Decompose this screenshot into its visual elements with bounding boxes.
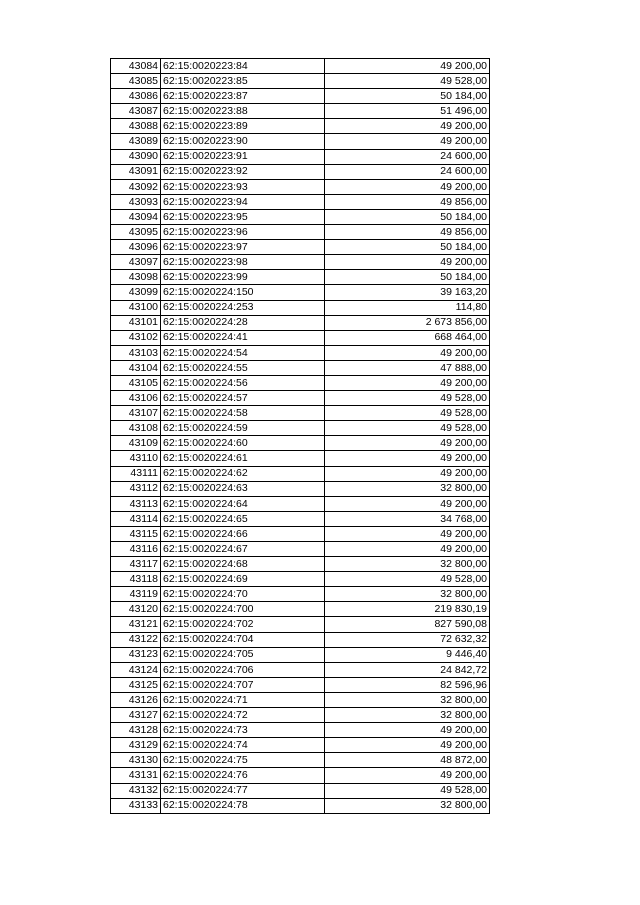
value-cell: 32 800,00 bbox=[325, 557, 490, 572]
row-number-cell: 43092 bbox=[111, 179, 161, 194]
value-cell: 49 528,00 bbox=[325, 572, 490, 587]
row-number-cell: 43091 bbox=[111, 164, 161, 179]
table-row bbox=[111, 662, 490, 677]
table-row bbox=[111, 632, 490, 647]
cadastral-number-cell: 62:15:0020224:67 bbox=[161, 542, 325, 557]
value-cell: 39 163,20 bbox=[325, 285, 490, 300]
cadastral-number-cell: 62:15:0020224:72 bbox=[161, 708, 325, 723]
row-number-cell: 43094 bbox=[111, 209, 161, 224]
value-cell: 49 200,00 bbox=[325, 255, 490, 270]
cadastral-number-cell: 62:15:0020223:98 bbox=[161, 255, 325, 270]
value-cell: 49 528,00 bbox=[325, 421, 490, 436]
row-number-cell: 43133 bbox=[111, 798, 161, 813]
cadastral-number-cell: 62:15:0020224:707 bbox=[161, 677, 325, 692]
value-cell: 49 200,00 bbox=[325, 542, 490, 557]
cadastral-number-cell: 62:15:0020223:94 bbox=[161, 194, 325, 209]
row-number-cell: 43100 bbox=[111, 300, 161, 315]
value-cell: 49 200,00 bbox=[325, 768, 490, 783]
value-cell: 32 800,00 bbox=[325, 692, 490, 707]
cadastral-number-cell: 62:15:0020224:64 bbox=[161, 496, 325, 511]
row-number-cell: 43096 bbox=[111, 240, 161, 255]
value-cell: 32 800,00 bbox=[325, 587, 490, 602]
row-number-cell: 43097 bbox=[111, 255, 161, 270]
row-number-cell: 43099 bbox=[111, 285, 161, 300]
value-cell: 49 528,00 bbox=[325, 406, 490, 421]
value-cell: 24 842,72 bbox=[325, 662, 490, 677]
row-number-cell: 43086 bbox=[111, 89, 161, 104]
value-cell: 24 600,00 bbox=[325, 164, 490, 179]
cadastral-number-cell: 62:15:0020224:65 bbox=[161, 511, 325, 526]
value-cell: 49 200,00 bbox=[325, 436, 490, 451]
cadastral-number-cell: 62:15:0020224:60 bbox=[161, 436, 325, 451]
table-row bbox=[111, 798, 490, 813]
cadastral-number-cell: 62:15:0020224:61 bbox=[161, 451, 325, 466]
table-row bbox=[111, 602, 490, 617]
value-cell: 49 200,00 bbox=[325, 466, 490, 481]
value-cell: 50 184,00 bbox=[325, 270, 490, 285]
table-row bbox=[111, 179, 490, 194]
table-row bbox=[111, 587, 490, 602]
cadastral-number-cell: 62:15:0020223:97 bbox=[161, 240, 325, 255]
value-cell: 49 528,00 bbox=[325, 74, 490, 89]
cadastral-number-cell: 62:15:0020224:55 bbox=[161, 360, 325, 375]
row-number-cell: 43120 bbox=[111, 602, 161, 617]
cadastral-number-cell: 62:15:0020223:92 bbox=[161, 164, 325, 179]
row-number-cell: 43125 bbox=[111, 677, 161, 692]
cadastral-number-cell: 62:15:0020223:99 bbox=[161, 270, 325, 285]
cadastral-number-cell: 62:15:0020224:77 bbox=[161, 783, 325, 798]
cadastral-number-cell: 62:15:0020224:71 bbox=[161, 692, 325, 707]
cadastral-number-cell: 62:15:0020223:87 bbox=[161, 89, 325, 104]
cadastral-number-cell: 62:15:0020224:63 bbox=[161, 481, 325, 496]
cadastral-number-cell: 62:15:0020224:150 bbox=[161, 285, 325, 300]
table-row bbox=[111, 572, 490, 587]
table-row bbox=[111, 119, 490, 134]
value-cell: 47 888,00 bbox=[325, 360, 490, 375]
cadastral-number-cell: 62:15:0020223:96 bbox=[161, 225, 325, 240]
row-number-cell: 43129 bbox=[111, 738, 161, 753]
table-row bbox=[111, 74, 490, 89]
table-row bbox=[111, 451, 490, 466]
row-number-cell: 43109 bbox=[111, 436, 161, 451]
row-number-cell: 43119 bbox=[111, 587, 161, 602]
row-number-cell: 43107 bbox=[111, 406, 161, 421]
row-number-cell: 43111 bbox=[111, 466, 161, 481]
table-row bbox=[111, 209, 490, 224]
table-row bbox=[111, 421, 490, 436]
cadastral-number-cell: 62:15:0020224:78 bbox=[161, 798, 325, 813]
row-number-cell: 43103 bbox=[111, 345, 161, 360]
table-row bbox=[111, 225, 490, 240]
row-number-cell: 43132 bbox=[111, 783, 161, 798]
table-row bbox=[111, 285, 490, 300]
table-row bbox=[111, 270, 490, 285]
table-row bbox=[111, 542, 490, 557]
value-cell: 49 200,00 bbox=[325, 345, 490, 360]
table-row bbox=[111, 240, 490, 255]
row-number-cell: 43110 bbox=[111, 451, 161, 466]
value-cell: 32 800,00 bbox=[325, 708, 490, 723]
row-number-cell: 43106 bbox=[111, 391, 161, 406]
value-cell: 49 856,00 bbox=[325, 194, 490, 209]
table-row bbox=[111, 406, 490, 421]
table-row bbox=[111, 134, 490, 149]
row-number-cell: 43093 bbox=[111, 194, 161, 209]
cadastral-number-cell: 62:15:0020224:706 bbox=[161, 662, 325, 677]
value-cell: 9 446,40 bbox=[325, 647, 490, 662]
cadastral-number-cell: 62:15:0020224:54 bbox=[161, 345, 325, 360]
cadastral-number-cell: 62:15:0020224:66 bbox=[161, 526, 325, 541]
value-cell: 49 200,00 bbox=[325, 375, 490, 390]
cadastral-number-cell: 62:15:0020224:59 bbox=[161, 421, 325, 436]
row-number-cell: 43122 bbox=[111, 632, 161, 647]
value-cell: 49 528,00 bbox=[325, 391, 490, 406]
value-cell: 49 200,00 bbox=[325, 526, 490, 541]
row-number-cell: 43112 bbox=[111, 481, 161, 496]
row-number-cell: 43108 bbox=[111, 421, 161, 436]
value-cell: 49 856,00 bbox=[325, 225, 490, 240]
row-number-cell: 43087 bbox=[111, 104, 161, 119]
table-row bbox=[111, 466, 490, 481]
data-table bbox=[110, 58, 490, 814]
table-row bbox=[111, 768, 490, 783]
table-row bbox=[111, 300, 490, 315]
table-row bbox=[111, 647, 490, 662]
cadastral-number-cell: 62:15:0020224:73 bbox=[161, 723, 325, 738]
table-row bbox=[111, 89, 490, 104]
table-row bbox=[111, 391, 490, 406]
table-row bbox=[111, 330, 490, 345]
table-row bbox=[111, 557, 490, 572]
table-row bbox=[111, 59, 490, 74]
row-number-cell: 43088 bbox=[111, 119, 161, 134]
row-number-cell: 43090 bbox=[111, 149, 161, 164]
value-cell: 32 800,00 bbox=[325, 481, 490, 496]
row-number-cell: 43098 bbox=[111, 270, 161, 285]
value-cell: 49 200,00 bbox=[325, 451, 490, 466]
value-cell: 49 200,00 bbox=[325, 496, 490, 511]
row-number-cell: 43102 bbox=[111, 330, 161, 345]
table-row bbox=[111, 496, 490, 511]
table-row bbox=[111, 692, 490, 707]
row-number-cell: 43118 bbox=[111, 572, 161, 587]
row-number-cell: 43084 bbox=[111, 59, 161, 74]
table-row bbox=[111, 360, 490, 375]
table-row bbox=[111, 526, 490, 541]
table-row bbox=[111, 436, 490, 451]
cadastral-number-cell: 62:15:0020223:84 bbox=[161, 59, 325, 74]
cadastral-number-cell: 62:15:0020224:70 bbox=[161, 587, 325, 602]
row-number-cell: 43104 bbox=[111, 360, 161, 375]
value-cell: 34 768,00 bbox=[325, 511, 490, 526]
cadastral-number-cell: 62:15:0020224:704 bbox=[161, 632, 325, 647]
value-cell: 50 184,00 bbox=[325, 209, 490, 224]
row-number-cell: 43105 bbox=[111, 375, 161, 390]
value-cell: 114,80 bbox=[325, 300, 490, 315]
row-number-cell: 43095 bbox=[111, 225, 161, 240]
value-cell: 49 200,00 bbox=[325, 179, 490, 194]
table-row bbox=[111, 753, 490, 768]
cadastral-number-cell: 62:15:0020223:91 bbox=[161, 149, 325, 164]
cadastral-number-cell: 62:15:0020223:95 bbox=[161, 209, 325, 224]
cadastral-number-cell: 62:15:0020223:89 bbox=[161, 119, 325, 134]
cadastral-number-cell: 62:15:0020224:57 bbox=[161, 391, 325, 406]
value-cell: 48 872,00 bbox=[325, 753, 490, 768]
value-cell: 49 200,00 bbox=[325, 134, 490, 149]
row-number-cell: 43131 bbox=[111, 768, 161, 783]
cadastral-number-cell: 62:15:0020224:68 bbox=[161, 557, 325, 572]
table-row bbox=[111, 677, 490, 692]
row-number-cell: 43124 bbox=[111, 662, 161, 677]
row-number-cell: 43127 bbox=[111, 708, 161, 723]
table-row bbox=[111, 345, 490, 360]
table-row bbox=[111, 783, 490, 798]
value-cell: 827 590,08 bbox=[325, 617, 490, 632]
row-number-cell: 43126 bbox=[111, 692, 161, 707]
cadastral-number-cell: 62:15:0020224:75 bbox=[161, 753, 325, 768]
value-cell: 49 200,00 bbox=[325, 738, 490, 753]
table-row bbox=[111, 149, 490, 164]
cadastral-number-cell: 62:15:0020224:62 bbox=[161, 466, 325, 481]
row-number-cell: 43117 bbox=[111, 557, 161, 572]
table-row bbox=[111, 481, 490, 496]
value-cell: 24 600,00 bbox=[325, 149, 490, 164]
value-cell: 49 200,00 bbox=[325, 119, 490, 134]
cadastral-number-cell: 62:15:0020224:69 bbox=[161, 572, 325, 587]
value-cell: 668 464,00 bbox=[325, 330, 490, 345]
row-number-cell: 43114 bbox=[111, 511, 161, 526]
value-cell: 49 528,00 bbox=[325, 783, 490, 798]
table-row bbox=[111, 617, 490, 632]
value-cell: 49 200,00 bbox=[325, 723, 490, 738]
value-cell: 51 496,00 bbox=[325, 104, 490, 119]
value-cell: 2 673 856,00 bbox=[325, 315, 490, 330]
row-number-cell: 43115 bbox=[111, 526, 161, 541]
table-row bbox=[111, 375, 490, 390]
row-number-cell: 43113 bbox=[111, 496, 161, 511]
value-cell: 50 184,00 bbox=[325, 89, 490, 104]
row-number-cell: 43128 bbox=[111, 723, 161, 738]
cadastral-number-cell: 62:15:0020224:58 bbox=[161, 406, 325, 421]
cadastral-number-cell: 62:15:0020223:85 bbox=[161, 74, 325, 89]
table-row bbox=[111, 194, 490, 209]
row-number-cell: 43130 bbox=[111, 753, 161, 768]
cadastral-number-cell: 62:15:0020223:90 bbox=[161, 134, 325, 149]
table-row bbox=[111, 511, 490, 526]
row-number-cell: 43123 bbox=[111, 647, 161, 662]
value-cell: 82 596,96 bbox=[325, 677, 490, 692]
value-cell: 49 200,00 bbox=[325, 59, 490, 74]
cadastral-number-cell: 62:15:0020224:41 bbox=[161, 330, 325, 345]
cadastral-number-cell: 62:15:0020224:702 bbox=[161, 617, 325, 632]
cadastral-number-cell: 62:15:0020224:705 bbox=[161, 647, 325, 662]
row-number-cell: 43085 bbox=[111, 74, 161, 89]
cadastral-number-cell: 62:15:0020224:74 bbox=[161, 738, 325, 753]
row-number-cell: 43116 bbox=[111, 542, 161, 557]
row-number-cell: 43121 bbox=[111, 617, 161, 632]
table-row bbox=[111, 708, 490, 723]
cadastral-number-cell: 62:15:0020224:253 bbox=[161, 300, 325, 315]
value-cell: 50 184,00 bbox=[325, 240, 490, 255]
cadastral-number-cell: 62:15:0020223:88 bbox=[161, 104, 325, 119]
cadastral-number-cell: 62:15:0020224:28 bbox=[161, 315, 325, 330]
cadastral-number-cell: 62:15:0020224:700 bbox=[161, 602, 325, 617]
table-row bbox=[111, 104, 490, 119]
table-row bbox=[111, 738, 490, 753]
row-number-cell: 43101 bbox=[111, 315, 161, 330]
table-row bbox=[111, 164, 490, 179]
cadastral-number-cell: 62:15:0020224:76 bbox=[161, 768, 325, 783]
value-cell: 72 632,32 bbox=[325, 632, 490, 647]
cadastral-number-cell: 62:15:0020224:56 bbox=[161, 375, 325, 390]
table-row bbox=[111, 723, 490, 738]
row-number-cell: 43089 bbox=[111, 134, 161, 149]
value-cell: 219 830,19 bbox=[325, 602, 490, 617]
data-table-body bbox=[111, 59, 490, 814]
value-cell: 32 800,00 bbox=[325, 798, 490, 813]
table-row bbox=[111, 255, 490, 270]
table-row bbox=[111, 315, 490, 330]
cadastral-number-cell: 62:15:0020223:93 bbox=[161, 179, 325, 194]
